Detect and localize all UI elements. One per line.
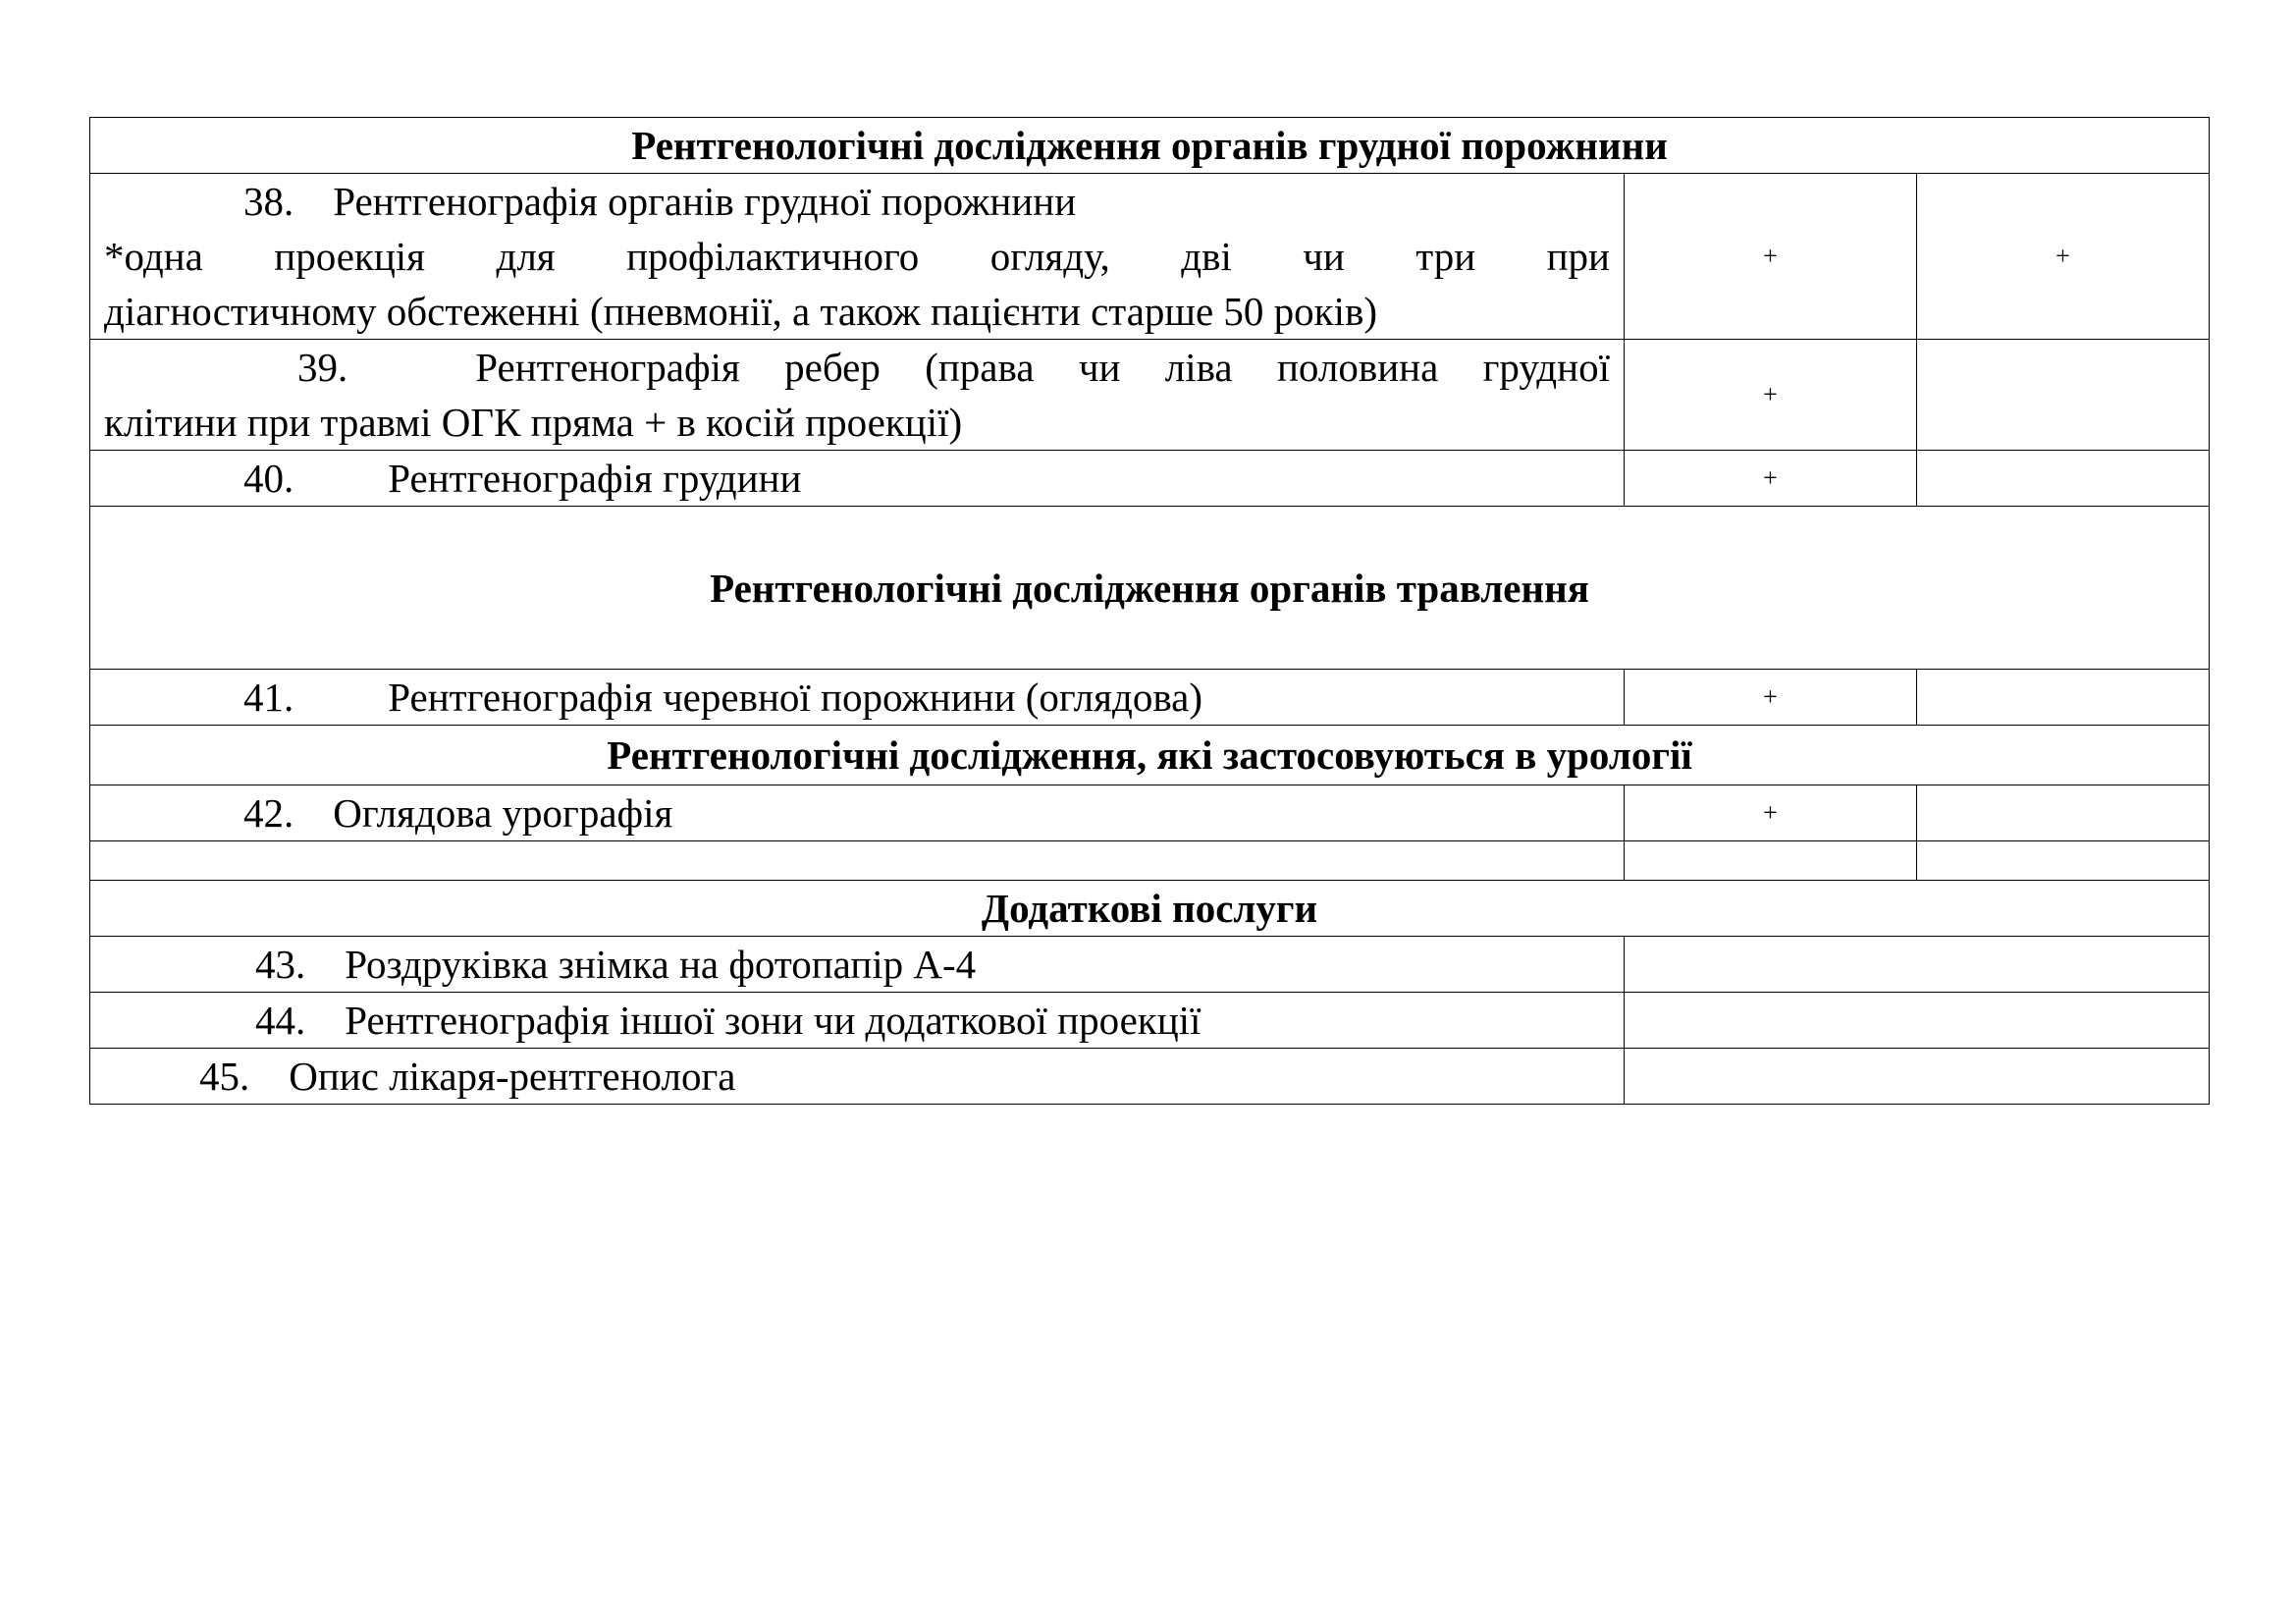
section-title-digestive: Рентгенологічні дослідження органів травлення (90, 507, 2210, 670)
item-number: 38. (243, 179, 294, 224)
table-row-45 (90, 1049, 2210, 1105)
table-row-39 (90, 340, 2210, 451)
item-title: Рентгенографія ребер (права чи ліва половина грудної (475, 345, 1610, 390)
item-number: 39. (297, 345, 348, 390)
item-number: 44. (255, 998, 306, 1043)
price-cell (1625, 1049, 2210, 1105)
item-number: 45. (199, 1054, 250, 1099)
item-cell-38 (90, 174, 1625, 340)
empty-mark-cell (1917, 451, 2210, 507)
item-title: Рентгенографія грудини (388, 456, 802, 501)
empty-mark-cell (1917, 340, 2210, 451)
item-title-continued: клітини при травмі ОГК пряма + в косій проекції) (104, 400, 963, 445)
item-title: Рентгенографія черевної порожнини (оглядова) (388, 675, 1203, 720)
table-row-42 (90, 785, 2210, 841)
item-cell-42 (90, 785, 1625, 841)
item-cell-39 (90, 340, 1625, 451)
item-number: 40. (243, 456, 294, 501)
empty-cell (1625, 841, 1917, 881)
empty-row (90, 841, 2210, 881)
item-title: Оглядова урографія (333, 790, 673, 836)
item-note: *одна проекція для профілактичного огляду, дві чи три при (104, 234, 1610, 279)
item-cell-45 (90, 1049, 1625, 1105)
mark-cell: + (1625, 785, 1917, 841)
item-number: 42. (243, 790, 294, 836)
mark-cell: + (1625, 340, 1917, 451)
empty-cell (1917, 841, 2210, 881)
item-title: Роздруківка знімка на фотопапір А-4 (345, 942, 977, 987)
mark-cell: + (1625, 174, 1917, 340)
item-cell-43 (90, 937, 1625, 993)
empty-cell (90, 841, 1625, 881)
item-title: Опис лікаря-рентгенолога (289, 1054, 736, 1099)
table-row-44 (90, 993, 2210, 1049)
item-cell-40 (90, 451, 1625, 507)
price-cell (1625, 937, 2210, 993)
empty-mark-cell (1917, 670, 2210, 726)
section-title-chest: Рентгенологічні дослідження органів грудної порожнини (90, 118, 2210, 174)
item-note: діагностичному обстеженні (пневмонії, а також пацієнти старше 50 років) (104, 289, 1377, 334)
section-title-additional: Додаткові послуги (90, 881, 2210, 937)
services-table (89, 117, 2210, 1105)
section-row-chest (90, 118, 2210, 174)
mark-cell: + (1625, 670, 1917, 726)
section-row-urology (90, 726, 2210, 785)
table-row-40 (90, 451, 2210, 507)
item-cell-44 (90, 993, 1625, 1049)
empty-mark-cell (1917, 785, 2210, 841)
item-number: 43. (255, 942, 306, 987)
item-number: 41. (243, 675, 294, 720)
table-row-41 (90, 670, 2210, 726)
item-cell-41 (90, 670, 1625, 726)
table-row-43 (90, 937, 2210, 993)
section-title-urology: Рентгенологічні дослідження, які застосовуються в урології (90, 726, 2210, 785)
section-row-digestive (90, 507, 2210, 670)
mark-cell: + (1917, 174, 2210, 340)
item-title: Рентгенографія іншої зони чи додаткової проекції (345, 998, 1201, 1043)
mark-cell: + (1625, 451, 1917, 507)
table-row-38 (90, 174, 2210, 340)
price-cell (1625, 993, 2210, 1049)
section-row-additional (90, 881, 2210, 937)
item-title: Рентгенографія органів грудної порожнини (333, 179, 1077, 224)
